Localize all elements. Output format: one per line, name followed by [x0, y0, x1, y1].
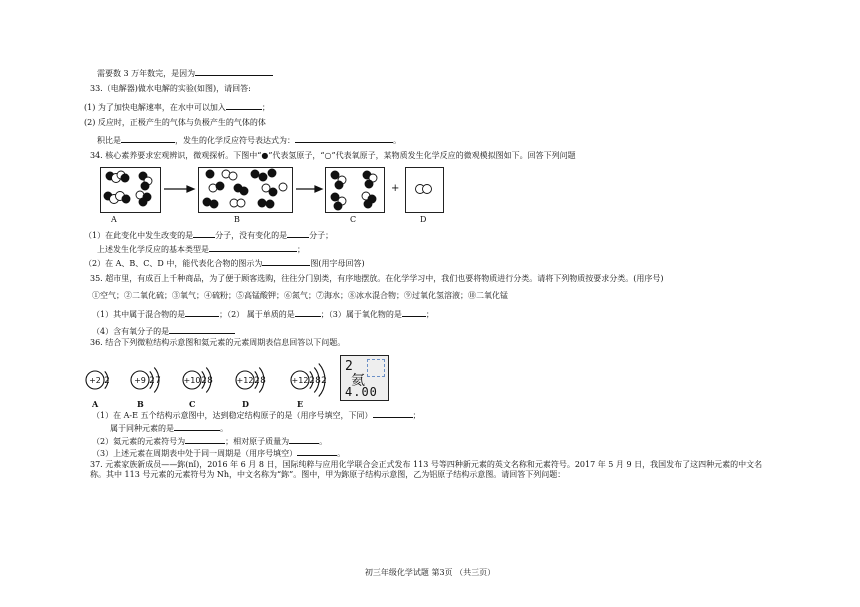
q36-part1b — [110, 422, 228, 434]
text: （2）氦元素的元素符号为 — [92, 437, 186, 446]
shell-electron-count: 8 — [207, 376, 213, 386]
atom-label: E — [297, 399, 304, 409]
text: 需要数 3 万年数完，是因为 — [97, 69, 196, 78]
element-symbol: 氦 — [351, 373, 365, 389]
text: （1）在 A-E 五个结构示意图中，达到稳定结构原子的是（用序号填空，下同） — [92, 411, 373, 420]
shell-electron-count: 7 — [155, 376, 161, 386]
label-a: A — [111, 215, 117, 224]
text: 。 — [337, 449, 346, 458]
page-footer: 初三年级化学试题 第3页 （共三页） — [364, 568, 496, 577]
q35-list: ①空气；②二氧化硫；③氧气；④硫粉；⑤高锰酸钾；⑥氮气；⑦海水；⑧冰水混合物；⑨过氧化氢溶液；⑩二氧化锰 — [92, 291, 508, 300]
text: 。 — [220, 424, 228, 433]
text: （3）上述元素在周期表中处于同一周期是（用序号填空） — [92, 449, 298, 458]
text: 。 — [319, 437, 328, 446]
text: 分子，没有变化的是 — [215, 231, 288, 240]
label-c: C — [350, 215, 357, 224]
text: ；（3）属于氧化物的是 — [320, 310, 402, 319]
text: 属于同种元素的是 — [110, 424, 174, 433]
shell-electron-count: 2 — [149, 376, 155, 386]
text: （1）在此变化中发生改变的是 — [84, 231, 194, 240]
text: ；相对原子质量为 — [225, 437, 290, 446]
shell-electron-count: 2 — [201, 376, 207, 386]
label-b: B — [234, 215, 240, 224]
text: ； — [297, 245, 305, 254]
text: （2）在 A、B、C、D 中，能代表化合物的图示为 — [84, 259, 263, 268]
shell-electron-count: 2 — [321, 376, 327, 386]
shell-electron-count: 2 — [254, 376, 260, 386]
shell-electron-count: 2 — [309, 376, 315, 386]
q37-line1: 37. 元素家族新成员——鉨(nǐ)，2016 年 6 月 8 日，国际纯粹与应用化学联合会正式发布 113 号等四种新元素的英文名称和元素符号。2017 年 5 月 9 日，我国发布了这四种元素的中文名 — [90, 460, 763, 469]
text: 分子； — [309, 231, 334, 240]
answer-blank[interactable] — [373, 409, 413, 418]
atom-nucleus-charge: +12 — [291, 376, 309, 385]
q33-part2a: (2) 反应时，正极产生的气体与负极产生的气体的体 — [84, 118, 266, 127]
text: ；（2） 属于单质的是 — [219, 310, 295, 319]
atom-label: C — [189, 399, 196, 409]
q36-part3 — [92, 447, 345, 459]
text: (1) 为了加快电解速率，在水中可以加入 — [84, 103, 226, 112]
text: 积比是 — [97, 136, 121, 145]
atom-nucleus-charge: +9 — [134, 376, 146, 385]
atom-label: D — [242, 399, 249, 409]
q34-title: 34. 核心素养要求宏观辨识，微观探析。下图中“●”代表氢原子，“○”代表氧原子，某物质发生化学反应的微观模拟图如下。回答下列问题 — [90, 151, 576, 160]
dashed-marker — [367, 359, 385, 377]
q33-title: 33.（电解器)做水电解的实验(如图)，请回答: — [90, 84, 251, 93]
atomic-mass: 4.00 — [345, 385, 378, 399]
q36-part1a — [92, 409, 421, 421]
answer-blank[interactable] — [174, 422, 220, 431]
text: （4）含有氧分子的是 — [92, 327, 170, 336]
text: 。 — [393, 136, 401, 145]
text: 图(用字母回答) — [310, 259, 365, 268]
shell-electron-count: 2 — [104, 376, 110, 386]
q37-line2: 称。其中 113 号元素的元素符号为 Nh，中文名称为“鉨”。图中，甲为鉨原子结构示意图，乙为铝原子结构示意图。请回答下列问题： — [90, 470, 566, 479]
answer-blank[interactable] — [185, 435, 225, 444]
atom-nucleus-charge: +12 — [236, 376, 254, 385]
text: （1）其中属于混合物的是 — [92, 310, 186, 319]
element-tile-helium — [340, 355, 389, 401]
text: ； — [412, 411, 421, 420]
plus-sign: + — [391, 183, 400, 194]
answer-blank[interactable] — [289, 435, 319, 444]
text: ； — [425, 310, 434, 319]
text: ； — [261, 103, 270, 112]
shell-electron-count: 8 — [260, 376, 266, 386]
atom-nucleus-charge: +10 — [183, 376, 201, 385]
shell-electron-count: 8 — [315, 376, 321, 386]
q35-title: 35. 超市里，有成百上千种商品，为了便于顾客选购，往往分门别类，有序地摆放。在化学学习中，我们也要将物质进行分类。请将下列物质按要求分类。(用序号) — [90, 274, 664, 283]
text: 上述发生化学反应的基本类型是 — [97, 245, 209, 254]
q36-title: 36. 结合下列微粒结构示意图和氦元素的元素周期表信息回答以下问题。 — [90, 338, 346, 347]
label-d: D — [420, 215, 427, 224]
atomic-number: 2 — [345, 359, 353, 374]
atom-label: A — [92, 399, 99, 409]
atom-nucleus-charge: +2 — [89, 376, 101, 385]
text: ，发生的化学反应符号表达式为： — [175, 136, 295, 145]
answer-blank[interactable] — [297, 447, 337, 456]
q36-part2 — [92, 435, 327, 447]
atom-label: B — [137, 399, 144, 409]
